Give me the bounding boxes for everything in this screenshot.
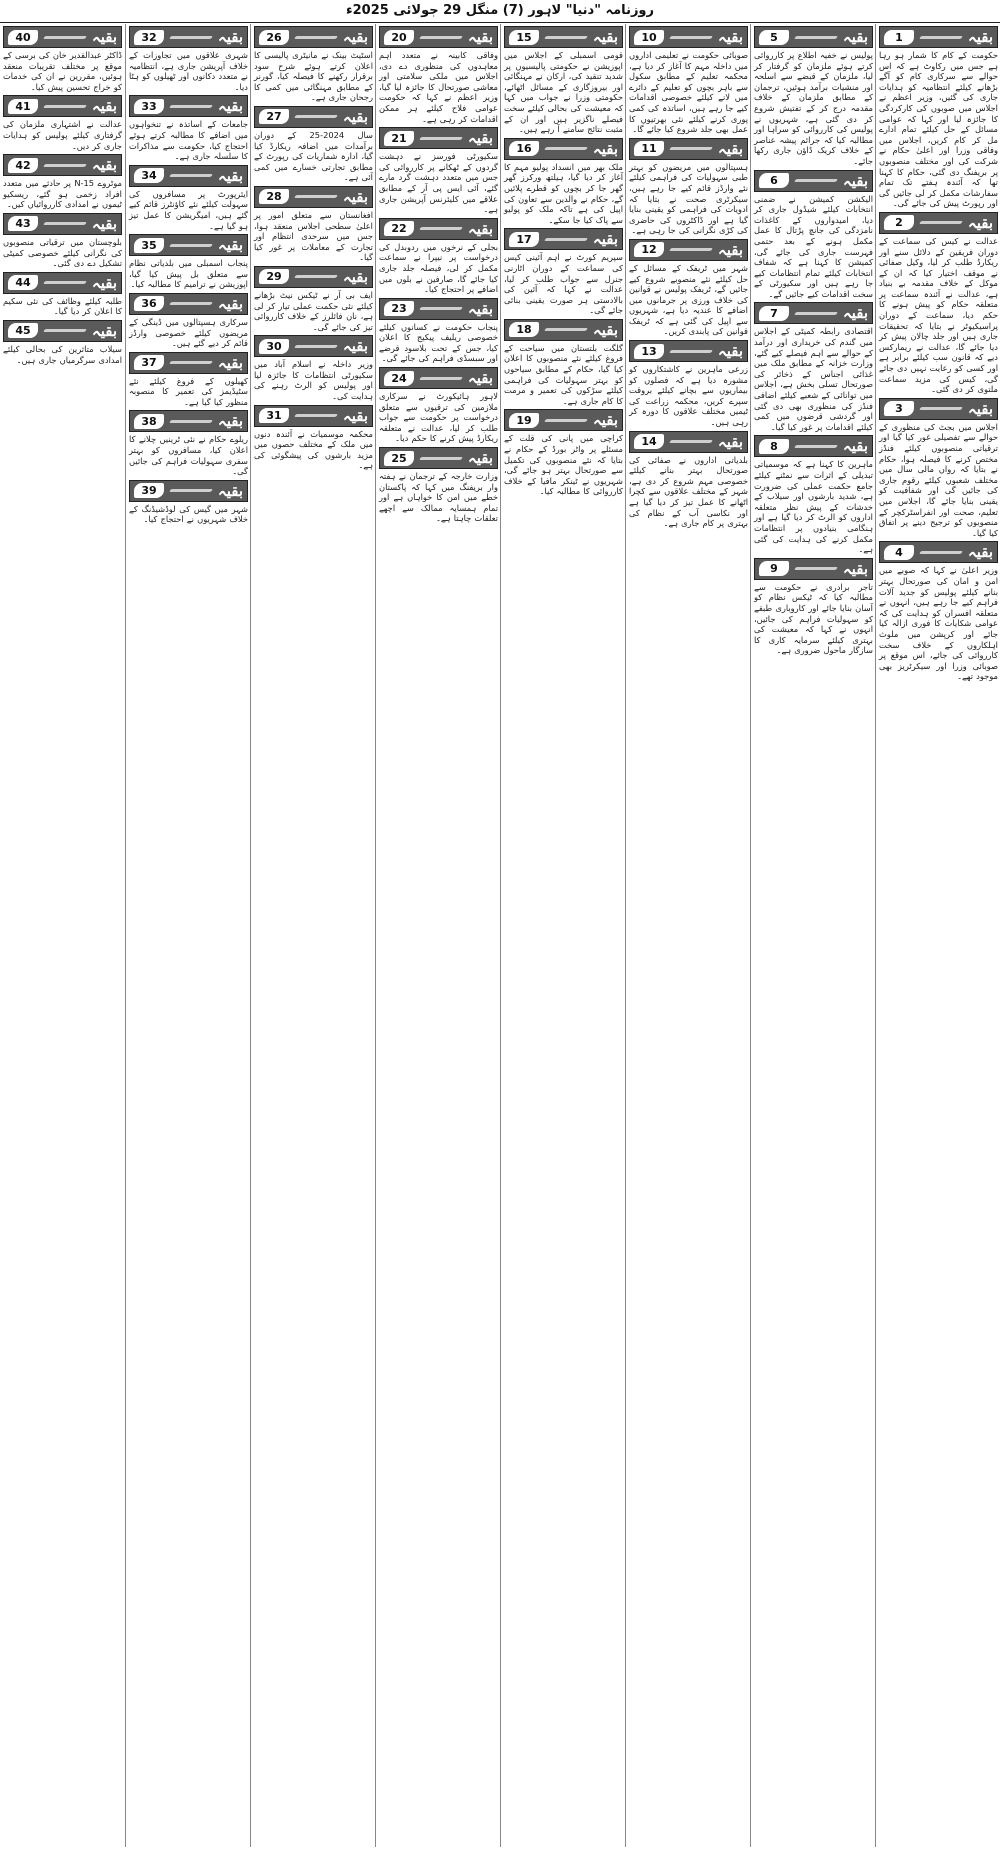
baqiya-label: بقیہ [342, 337, 368, 356]
baqiya-header [254, 335, 373, 357]
story-body: تاجر برادری نے حکومت سے مطالبہ کیا کہ ٹیکس نظام کو آسان بنایا جائے اور کاروباری طبقے کو سہولیات فراہم کی جائیں، انہوں نے کہا کہ معیشت کی بہتری کیلئے سرمایہ کاری کا سازگار ماحول ضروری ہے۔ [754, 581, 873, 656]
header-swoosh-decoration [669, 248, 713, 251]
header-swoosh-decoration [169, 174, 213, 177]
baqiya-label: بقیہ [91, 97, 117, 116]
baqiya-header [129, 480, 248, 502]
baqiya-number: 31 [259, 408, 289, 423]
story-body: عدالت نے اشتہاری ملزمان کی گرفتاری کیلئے پولیس کو ہدایات جاری کر دیں۔ [3, 119, 122, 151]
baqiya-number: 3 [884, 401, 914, 416]
story-body: زرعی ماہرین نے کاشتکاروں کو مشورہ دیا ہے کہ فصلوں کو بیماریوں سے بچانے کیلئے بروقت سپرے کریں، محکمہ زراعت کی ٹیمیں مختلف علاقوں کا دورہ کر رہی ہیں۔ [629, 364, 748, 428]
continuation-story [629, 340, 748, 428]
column-8 [0, 24, 125, 1847]
baqiya-number: 30 [259, 339, 289, 354]
baqiya-header [254, 266, 373, 288]
continuation-story [504, 228, 623, 316]
header-swoosh-decoration [43, 222, 87, 225]
baqiya-label: بقیہ [467, 369, 493, 388]
header-swoosh-decoration [419, 457, 463, 460]
baqiya-number: 6 [759, 173, 789, 188]
story-body: ماہرین کا کہنا ہے کہ موسمیاتی تبدیلی کے اثرات سے نمٹنے کیلئے جامع حکمت عملی کی ضرورت ہے، شدید بارشوں اور سیلاب کے خدشات کے پیش نظر متعلقہ اداروں کو الرٹ کر دیا گیا ہے اور ہنگامی بنیادوں پر انتظامات مکمل کرنے کی ہدایت کی گئی ہے۔ [754, 459, 873, 555]
continuation-story [629, 138, 748, 236]
story-body: بلدیاتی اداروں نے صفائی کی صورتحال بہتر بنانے کیلئے خصوصی مہم شروع کر دی ہے، شہر کے مختلف علاقوں سے کچرا اٹھانے کا عمل تیز کر دیا گیا ہے اور نکاسی آب کے نظام کی بہتری پر کام جاری ہے۔ [629, 454, 748, 529]
header-swoosh-decoration [919, 221, 963, 224]
header-swoosh-decoration [544, 147, 588, 150]
column-5 [375, 24, 501, 1847]
baqiya-header [129, 410, 248, 432]
continuation-story [379, 26, 498, 124]
baqiya-label: بقیہ [217, 97, 243, 116]
baqiya-header [3, 26, 122, 48]
continuation-story [254, 106, 373, 183]
baqiya-number: 20 [384, 30, 414, 45]
header-swoosh-decoration [669, 36, 713, 39]
continuation-story [504, 138, 623, 226]
story-body: اجلاس میں بجٹ کی منظوری کے حوالے سے تفصیلی غور کیا گیا اور ترقیاتی منصوبوں کیلئے فنڈز مختص کرنے کا فیصلہ ہوا، حکام نے بتایا کہ رواں مالی سال میں مختلف شعبوں کیلئے رقوم جاری کی جائیں گی اور شفافیت کو یقینی بنایا جائے گا، اجلاس میں تعلیم، صحت اور انفراسٹرکچر کے منصوبوں کو ترجیح دینے پر اتفاق کیا گیا۔ [879, 421, 998, 538]
story-body: طلبہ کیلئے وظائف کی نئی سکیم کا اعلان کر دیا گیا۔ [3, 295, 122, 317]
story-body: اقتصادی رابطہ کمیٹی کے اجلاس میں گندم کی خریداری اور درآمد کے حوالے سے اہم فیصلے کیے گئے، وزارت خزانہ کے مطابق ملک میں غذائی اجناس کے ذخائر کی صورتحال تسلی بخش ہے، اجلاس میں توانائی کے شعبے کیلئے اضافی فنڈز کی منظوری بھی دی گئی اور گردشی قرضوں میں کمی کیلئے اقدامات پر غور کیا گیا۔ [754, 326, 873, 432]
baqiya-header [754, 558, 873, 580]
baqiya-label: بقیہ [967, 213, 993, 232]
header-swoosh-decoration [294, 195, 338, 198]
baqiya-header [629, 138, 748, 160]
baqiya-label: بقیہ [217, 28, 243, 46]
header-swoosh-decoration [669, 350, 713, 353]
baqiya-number: 26 [259, 30, 289, 45]
baqiya-label: بقیہ [717, 432, 743, 451]
story-body: حکومت کے کام کا شمار ہو رہا ہے جس میں رکاوٹ ہے کہ اس حوالے سے سرکاری کام کو آگے بڑھانے کیلئے انتظامیہ کو ہدایات جاری کی گئیں، وزیر اعظم نے اجلاس میں صوبوں کی کارکردگی کا جائزہ لیا اور کہا کہ عوامی مسائل کے حل کیلئے تمام ادارے مل کر کام کریں، اجلاس میں وفاقی وزرا اور اعلیٰ حکام نے شرکت کی اور مختلف منصوبوں پر بریفنگ دی گئی، حکام کا کہنا تھا کہ آئندہ ہفتے تک تمام سفارشات مکمل کر لی جائیں گی اور رپورٹ پیش کی جائے گی۔ [879, 50, 998, 209]
story-body: ہسپتالوں میں مریضوں کو بہتر طبی سہولیات کی فراہمی کیلئے نئے وارڈز قائم کیے جا رہے ہیں، سیکرٹری صحت نے بتایا کہ ادویات کی فراہمی کو یقینی بنایا گیا ہے اور ڈاکٹروں کی حاضری کی کڑی نگرانی کی جا رہی ہے۔ [629, 161, 748, 236]
story-body: جامعات کے اساتذہ نے تنخواہوں میں اضافے کا مطالبہ کرتے ہوئے احتجاج کیا، حکومت سے مذاکرات کا سلسلہ جاری ہے۔ [129, 119, 248, 162]
header-swoosh-decoration [794, 179, 838, 182]
continuation-story [879, 212, 998, 395]
baqiya-label: بقیہ [467, 129, 493, 148]
continuation-story [629, 239, 748, 337]
baqiya-label: بقیہ [717, 28, 743, 46]
baqiya-header [129, 352, 248, 374]
continuation-story [629, 431, 748, 529]
continuation-story [129, 26, 248, 92]
baqiya-number: 38 [134, 414, 164, 429]
continuation-story [504, 26, 623, 135]
header-swoosh-decoration [294, 275, 338, 278]
baqiya-number: 18 [509, 322, 539, 337]
baqiya-label: بقیہ [467, 299, 493, 318]
continuation-story [129, 410, 248, 476]
baqiya-header [629, 431, 748, 453]
story-body: شہر میں گیس کی لوڈشیڈنگ کے خلاف شہریوں نے احتجاج کیا۔ [129, 503, 248, 525]
baqiya-label: بقیہ [467, 449, 493, 468]
baqiya-label: بقیہ [592, 139, 618, 158]
story-body: بجلی کے نرخوں میں ردوبدل کی درخواست پر نیپرا نے سماعت مکمل کر لی، فیصلہ جلد جاری کیا جائے گا، صارفین نے بلوں میں اضافے پر احتجاج کیا۔ [379, 241, 498, 295]
baqiya-header [3, 320, 122, 342]
continuation-story [254, 266, 373, 332]
baqiya-header [879, 541, 998, 563]
column-2 [750, 24, 876, 1847]
baqiya-number: 39 [134, 483, 164, 498]
baqiya-header [879, 26, 998, 48]
baqiya-label: بقیہ [217, 166, 243, 185]
story-body: سکیورٹی فورسز نے دہشت گردوں کے ٹھکانے پر کارروائی کی جس میں متعدد دہشت گرد مارے گئے، آئی ایس پی آر کے مطابق علاقے میں کلیئرنس آپریشن جاری ہے۔ [379, 151, 498, 215]
baqiya-header [254, 186, 373, 208]
baqiya-header [879, 398, 998, 420]
baqiya-number: 12 [634, 242, 664, 257]
story-body: محکمہ موسمیات نے آئندہ دنوں میں ملک کے مختلف حصوں میں مزید بارشوں کی پیشگوئی کی ہے۔ [254, 428, 373, 471]
header-swoosh-decoration [419, 227, 463, 230]
baqiya-number: 4 [884, 545, 914, 560]
continuation-story [254, 186, 373, 263]
baqiya-label: بقیہ [967, 543, 993, 562]
column-4 [500, 24, 626, 1847]
baqiya-label: بقیہ [842, 171, 868, 190]
baqiya-header [254, 26, 373, 48]
header-swoosh-decoration [919, 407, 963, 410]
continuation-story [254, 335, 373, 401]
header-swoosh-decoration [794, 36, 838, 39]
header-swoosh-decoration [169, 105, 213, 108]
story-body: ڈاکٹر عبدالقدیر خان کی برسی کے موقع پر مختلف تقریبات منعقد ہوئیں، مقررین نے ان کی خدمات کو خراج تحسین پیش کیا۔ [3, 50, 122, 92]
baqiya-number: 23 [384, 301, 414, 316]
baqiya-header [129, 26, 248, 48]
continuation-story [754, 435, 873, 554]
baqiya-header [379, 26, 498, 48]
story-body: افغانستان سے متعلق امور پر اعلیٰ سطحی اجلاس منعقد ہوا، جس میں سرحدی انتظام اور تجارت کے معاملات پر غور کیا گیا۔ [254, 209, 373, 263]
story-body: عدالت نے کیس کی سماعت کے دوران فریقین کے دلائل سنے اور ریکارڈ طلب کر لیا، وکیل صفائی نے موقف اختیار کیا کہ ان کے موکل کے خلاف مقدمہ بے بنیاد ہے، عدالت نے آئندہ سماعت پر متعلقہ حکام کو پیش ہونے کا حکم دیا، سماعت کے دوران پراسیکیوٹر نے بتایا کہ تحقیقات جاری ہیں اور جلد چالان پیش کر دیا جائے گا، عدالت نے ریمارکس دیے کہ قانون سب کیلئے برابر ہے اور کسی کو رعایت نہیں دی جائے گی، کیس کی مزید سماعت ملتوی کر دی گئی۔ [879, 235, 998, 395]
continuation-story [379, 447, 498, 524]
story-body: الیکشن کمیشن نے ضمنی انتخابات کیلئے شیڈول جاری کر دیا، امیدواروں کے کاغذات نامزدگی کی جانچ پڑتال کا عمل مکمل ہونے کے بعد حتمی فہرست جاری کی جائے گی، کمیشن کا کہنا ہے کہ شفاف انتخابات کیلئے تمام انتظامات کیے جا رہے ہیں اور سکیورٹی کے سخت اقدامات کیے جائیں گے۔ [754, 193, 873, 299]
baqiya-header [3, 95, 122, 117]
baqiya-label: بقیہ [342, 267, 368, 286]
header-swoosh-decoration [169, 420, 213, 423]
continuation-story [379, 298, 498, 364]
baqiya-label: بقیہ [91, 214, 117, 233]
continuation-story [129, 480, 248, 525]
baqiya-number: 21 [384, 131, 414, 146]
baqiya-label: بقیہ [342, 187, 368, 206]
story-body: گلگت بلتستان میں سیاحت کے فروغ کیلئے نئے منصوبوں کا اعلان کیا گیا، حکام کے مطابق سیاحوں کو بہتر سہولیات کی فراہمی کیلئے سڑکوں کی تعمیر و مرمت کا کام جاری ہے۔ [504, 342, 623, 406]
header-swoosh-decoration [43, 36, 87, 39]
story-body: قومی اسمبلی کے اجلاس میں اپوزیشن نے حکومتی پالیسیوں پر شدید تنقید کی، ارکان نے مہنگائی اور بیروزگاری کے مسائل اٹھائے، حکومتی وزرا نے جواب میں کہا کہ معیشت کی بحالی کیلئے سخت فیصلے ناگزیر ہیں اور ان کے مثبت نتائج سامنے آ رہے ہیں۔ [504, 50, 623, 135]
continuation-story [3, 213, 122, 269]
continuation-story [129, 165, 248, 231]
baqiya-header [754, 435, 873, 457]
baqiya-label: بقیہ [842, 304, 868, 323]
header-swoosh-decoration [43, 329, 87, 332]
baqiya-number: 45 [8, 323, 38, 338]
story-body: ملک بھر میں انسداد پولیو مہم کا آغاز کر دیا گیا، ہیلتھ ورکرز گھر گھر جا کر بچوں کو قطرے پلائیں گے، حکام نے والدین سے تعاون کی اپیل کی ہے تاکہ ملک کو پولیو سے پاک کیا جا سکے۔ [504, 161, 623, 225]
continuation-story [879, 541, 998, 682]
baqiya-label: بقیہ [342, 107, 368, 126]
continuation-story [379, 367, 498, 444]
header-swoosh-decoration [294, 36, 338, 39]
continuation-story [3, 154, 122, 210]
story-body: سیلاب متاثرین کی بحالی کیلئے امدادی سرگرمیاں جاری ہیں۔ [3, 343, 122, 365]
baqiya-header [379, 447, 498, 469]
header-swoosh-decoration [169, 489, 213, 492]
story-body: ایئرپورٹ پر مسافروں کی سہولت کیلئے نئے کاؤنٹرز قائم کیے گئے ہیں، امیگریشن کا عمل تیز ہو گیا ہے۔ [129, 188, 248, 231]
masthead: روزنامہ "دنیا" لاہور (7) منگل 29 جولائی 2025ء [0, 0, 1000, 23]
baqiya-number: 1 [884, 30, 914, 45]
header-swoosh-decoration [169, 244, 213, 247]
baqiya-header [254, 405, 373, 427]
continuation-story [754, 26, 873, 167]
baqiya-number: 5 [759, 30, 789, 45]
baqiya-header [504, 409, 623, 431]
continuation-story [754, 558, 873, 656]
baqiya-number: 36 [134, 296, 164, 311]
header-swoosh-decoration [294, 345, 338, 348]
baqiya-header [504, 228, 623, 250]
baqiya-header [3, 154, 122, 176]
story-body: وزیر اعلیٰ نے کہا کہ صوبے میں امن و امان کی صورتحال بہتر بنانے کیلئے پولیس کو جدید آلات فراہم کیے جا رہے ہیں، انہوں نے متعلقہ افسران کو ہدایت کی کہ عوامی شکایات کا فوری ازالہ کیا جائے اور کرپشن میں ملوث اہلکاروں کے خلاف سخت کارروائی کی جائے، اس موقع پر صوبائی وزرا اور سیکرٹریز بھی موجود تھے۔ [879, 565, 998, 682]
baqiya-label: بقیہ [592, 230, 618, 249]
continuation-story [629, 26, 748, 135]
baqiya-label: بقیہ [342, 28, 368, 46]
baqiya-label: بقیہ [967, 399, 993, 418]
baqiya-number: 16 [509, 141, 539, 156]
story-body: شہری علاقوں میں تجاوزات کے خلاف آپریشن جاری ہے، انتظامیہ نے متعدد دکانوں اور ٹھیلوں کو ہٹا دیا۔ [129, 50, 248, 92]
continuation-story [879, 398, 998, 539]
continuation-story [754, 170, 873, 300]
header-swoosh-decoration [419, 36, 463, 39]
header-swoosh-decoration [419, 307, 463, 310]
header-swoosh-decoration [794, 312, 838, 315]
continuation-story [504, 319, 623, 407]
baqiya-number: 40 [8, 30, 38, 45]
header-swoosh-decoration [544, 238, 588, 241]
baqiya-number: 17 [509, 232, 539, 247]
baqiya-number: 33 [134, 99, 164, 114]
continuation-story [879, 26, 998, 209]
baqiya-label: بقیہ [717, 240, 743, 259]
baqiya-number: 37 [134, 355, 164, 370]
baqiya-header [629, 26, 748, 48]
baqiya-header [754, 26, 873, 48]
story-body: کھیلوں کے فروغ کیلئے نئے سٹیڈیمز کی تعمیر کا منصوبہ منظور کیا گیا ہے۔ [129, 375, 248, 407]
header-swoosh-decoration [544, 36, 588, 39]
baqiya-label: بقیہ [217, 353, 243, 372]
continuation-story [379, 218, 498, 295]
baqiya-header [129, 165, 248, 187]
baqiya-number: 13 [634, 344, 664, 359]
continuation-story [504, 409, 623, 497]
continuation-story [3, 320, 122, 365]
baqiya-header [504, 138, 623, 160]
baqiya-header [629, 340, 748, 362]
baqiya-header [504, 26, 623, 48]
baqiya-label: بقیہ [842, 559, 868, 578]
header-swoosh-decoration [919, 36, 963, 39]
header-swoosh-decoration [169, 361, 213, 364]
continuation-story [3, 272, 122, 317]
baqiya-number: 8 [759, 439, 789, 454]
continuation-story [254, 26, 373, 103]
continuation-story [754, 302, 873, 432]
story-body: بلوچستان میں ترقیاتی منصوبوں کی نگرانی کیلئے خصوصی کمیٹی تشکیل دے دی گئی۔ [3, 236, 122, 269]
header-swoosh-decoration [43, 281, 87, 284]
story-body: موٹروے N-15 پر حادثے میں متعدد افراد زخمی ہو گئے، ریسکیو ٹیموں نے امدادی کارروائیاں کیں۔ [3, 178, 122, 210]
header-swoosh-decoration [43, 164, 87, 167]
baqiya-label: بقیہ [592, 28, 618, 46]
column-6 [250, 24, 376, 1847]
baqiya-header [754, 302, 873, 324]
baqiya-header [3, 272, 122, 294]
story-body: ریلوے حکام نے نئی ٹرینیں چلانے کا اعلان کیا، مسافروں کو بہتر سفری سہولیات فراہم کی جائیں گی۔ [129, 434, 248, 477]
header-swoosh-decoration [794, 445, 838, 448]
story-body: پنجاب اسمبلی میں بلدیاتی نظام سے متعلق بل پیش کیا گیا، اپوزیشن نے ترامیم کا مطالبہ کیا۔ [129, 258, 248, 290]
baqiya-number: 35 [134, 238, 164, 253]
baqiya-label: بقیہ [91, 321, 117, 340]
baqiya-header [379, 127, 498, 149]
story-body: ایف بی آر نے ٹیکس نیٹ بڑھانے کیلئے نئی حکمت عملی تیار کر لی ہے، نان فائلرز کے خلاف کارروائی تیز کی جائے گی۔ [254, 289, 373, 332]
baqiya-header [879, 212, 998, 234]
story-body: پنجاب حکومت نے کسانوں کیلئے خصوصی ریلیف پیکیج کا اعلان کیا، جس کے تحت بلاسود قرضے اور سبسڈی فراہم کی جائے گی۔ [379, 321, 498, 364]
story-body: وزارت خارجہ کے ترجمان نے ہفتہ وار بریفنگ میں کہا کہ پاکستان خطے میں امن کا خواہاں ہے اور تمام ہمسایہ ممالک سے اچھے تعلقات چاہتا ہے۔ [379, 471, 498, 524]
baqiya-label: بقیہ [342, 406, 368, 425]
continuation-story [129, 95, 248, 161]
baqiya-number: 2 [884, 215, 914, 230]
baqiya-number: 9 [759, 561, 789, 576]
baqiya-number: 43 [8, 216, 38, 231]
continuation-story [129, 352, 248, 408]
column-1 [875, 24, 1000, 1847]
story-body: سرکاری ہسپتالوں میں ڈینگی کے مریضوں کیلئے خصوصی وارڈز قائم کر دیے گئے ہیں۔ [129, 316, 248, 349]
header-swoosh-decoration [544, 328, 588, 331]
baqiya-number: 25 [384, 451, 414, 466]
column-3 [625, 24, 751, 1847]
baqiya-number: 22 [384, 221, 414, 236]
baqiya-label: بقیہ [91, 273, 117, 292]
continuation-story [129, 234, 248, 290]
baqiya-header [129, 234, 248, 256]
baqiya-header [129, 293, 248, 315]
story-body: صوبائی حکومت نے تعلیمی اداروں میں داخلہ مہم کا آغاز کر دیا ہے، محکمہ تعلیم کے مطابق سکول سے باہر بچوں کو تعلیم کے دائرے میں لانے کیلئے خصوصی اقدامات کیے جا رہے ہیں، اساتذہ کی کمی پوری کرنے کیلئے نئی بھرتیوں کا عمل بھی جلد شروع کیا جائے گا۔ [629, 50, 748, 135]
story-body: اسٹیٹ بینک نے مانیٹری پالیسی کا اعلان کرتے ہوئے شرح سود برقرار رکھنے کا فیصلہ کیا، گورنر کے مطابق مہنگائی میں کمی کا رجحان جاری ہے۔ [254, 50, 373, 103]
header-swoosh-decoration [169, 302, 213, 305]
baqiya-label: بقیہ [717, 139, 743, 158]
baqiya-label: بقیہ [217, 294, 243, 313]
story-body: کراچی میں پانی کی قلت کے مسئلے پر واٹر بورڈ کے حکام نے بتایا کہ نئے منصوبوں کی تکمیل سے صورتحال بہتر ہو جائے گی، شہریوں نے ٹینکر مافیا کے خلاف کارروائی کا مطالبہ کیا۔ [504, 433, 623, 497]
baqiya-header [379, 367, 498, 389]
baqiya-number: 24 [384, 371, 414, 386]
baqiya-number: 29 [259, 269, 289, 284]
header-swoosh-decoration [669, 147, 713, 150]
baqiya-label: بقیہ [842, 28, 868, 46]
baqiya-number: 19 [509, 413, 539, 428]
baqiya-number: 41 [8, 99, 38, 114]
baqiya-number: 44 [8, 275, 38, 290]
header-swoosh-decoration [294, 414, 338, 417]
header-swoosh-decoration [43, 105, 87, 108]
continuation-story [129, 293, 248, 349]
baqiya-number: 7 [759, 306, 789, 321]
header-swoosh-decoration [419, 137, 463, 140]
baqiya-number: 27 [259, 109, 289, 124]
continuation-story [254, 405, 373, 471]
story-body: سال 2024-25 کے دوران برآمدات میں اضافہ ریکارڈ کیا گیا، ادارہ شماریات کی رپورٹ کے مطابق تجارتی خسارے میں کمی آئی ہے۔ [254, 129, 373, 183]
baqiya-number: 32 [134, 30, 164, 45]
baqiya-label: بقیہ [91, 28, 117, 46]
baqiya-number: 10 [634, 30, 664, 45]
story-body: لاہور ہائیکورٹ نے سرکاری ملازمین کی ترقیوں سے متعلق درخواست پر حکومت سے جواب طلب کر لیا، عدالت نے متعلقہ ریکارڈ پیش کرنے کا حکم دیا۔ [379, 391, 498, 444]
header-swoosh-decoration [544, 419, 588, 422]
baqiya-label: بقیہ [467, 219, 493, 238]
baqiya-number: 28 [259, 189, 289, 204]
header-swoosh-decoration [294, 115, 338, 118]
baqiya-header [754, 170, 873, 192]
baqiya-label: بقیہ [91, 156, 117, 175]
story-body: شہر میں ٹریفک کے مسائل کے حل کیلئے نئے منصوبے شروع کیے جائیں گے، ٹریفک پولیس نے قوانین کی خلاف ورزی پر جرمانوں میں اضافے کا عندیہ دیا ہے، شہریوں سے اپیل کی گئی ہے کہ ٹریفک قوانین کی پابندی کریں۔ [629, 262, 748, 337]
header-swoosh-decoration [794, 567, 838, 570]
header-swoosh-decoration [669, 440, 713, 443]
baqiya-number: 14 [634, 434, 664, 449]
header-swoosh-decoration [919, 551, 963, 554]
continuation-story [3, 26, 122, 92]
baqiya-label: بقیہ [217, 236, 243, 255]
column-7 [125, 24, 251, 1847]
baqiya-number: 15 [509, 30, 539, 45]
baqiya-label: بقیہ [217, 412, 243, 431]
baqiya-number: 34 [134, 168, 164, 183]
story-body: سپریم کورٹ نے اہم آئینی کیس کی سماعت کے دوران اٹارنی جنرل سے جواب طلب کر لیا، عدالت نے کہا کہ آئین کی بالادستی ہر صورت یقینی بنائی جائے گی۔ [504, 252, 623, 316]
baqiya-header [629, 239, 748, 261]
continuation-story [3, 95, 122, 151]
baqiya-label: بقیہ [592, 411, 618, 430]
baqiya-label: بقیہ [592, 320, 618, 339]
baqiya-header [254, 106, 373, 128]
header-swoosh-decoration [419, 377, 463, 380]
baqiya-header [129, 95, 248, 117]
baqiya-label: بقیہ [842, 437, 868, 456]
baqiya-label: بقیہ [717, 342, 743, 361]
baqiya-label: بقیہ [217, 481, 243, 500]
story-body: پولیس نے خفیہ اطلاع پر کارروائی کرتے ہوئے ملزمان کو گرفتار کر لیا، ملزمان کے قبضے سے اسلحہ اور منشیات برآمد ہوئیں، ترجمان کے مطابق ملزمان کے خلاف مقدمہ درج کر کے تفتیش شروع کر دی گئی ہے، شہریوں نے پولیس کی کارروائی کو سراہا اور مطالبہ کیا کہ جرائم پیشہ عناصر کے خلاف کریک ڈاؤن جاری رکھا جائے۔ [754, 50, 873, 166]
baqiya-label: بقیہ [967, 28, 993, 46]
baqiya-header [504, 319, 623, 341]
baqiya-number: 42 [8, 158, 38, 173]
baqiya-header [379, 218, 498, 240]
baqiya-header [3, 213, 122, 235]
story-body: وزیر داخلہ نے اسلام آباد میں سکیورٹی انتظامات کا جائزہ لیا اور پولیس کو الرٹ رہنے کی ہدایت کی۔ [254, 359, 373, 402]
baqiya-number: 11 [634, 141, 664, 156]
baqiya-label: بقیہ [467, 28, 493, 46]
continuation-story [379, 127, 498, 215]
baqiya-header [379, 298, 498, 320]
story-body: وفاقی کابینہ نے متعدد اہم معاہدوں کی منظوری دے دی، اجلاس میں ملکی سلامتی اور معاشی صورتحال کا جائزہ لیا گیا، وزیر اعظم نے کہا کہ حکومت عوامی فلاح کیلئے ہر ممکن اقدامات کر رہی ہے۔ [379, 50, 498, 124]
header-swoosh-decoration [169, 36, 213, 39]
